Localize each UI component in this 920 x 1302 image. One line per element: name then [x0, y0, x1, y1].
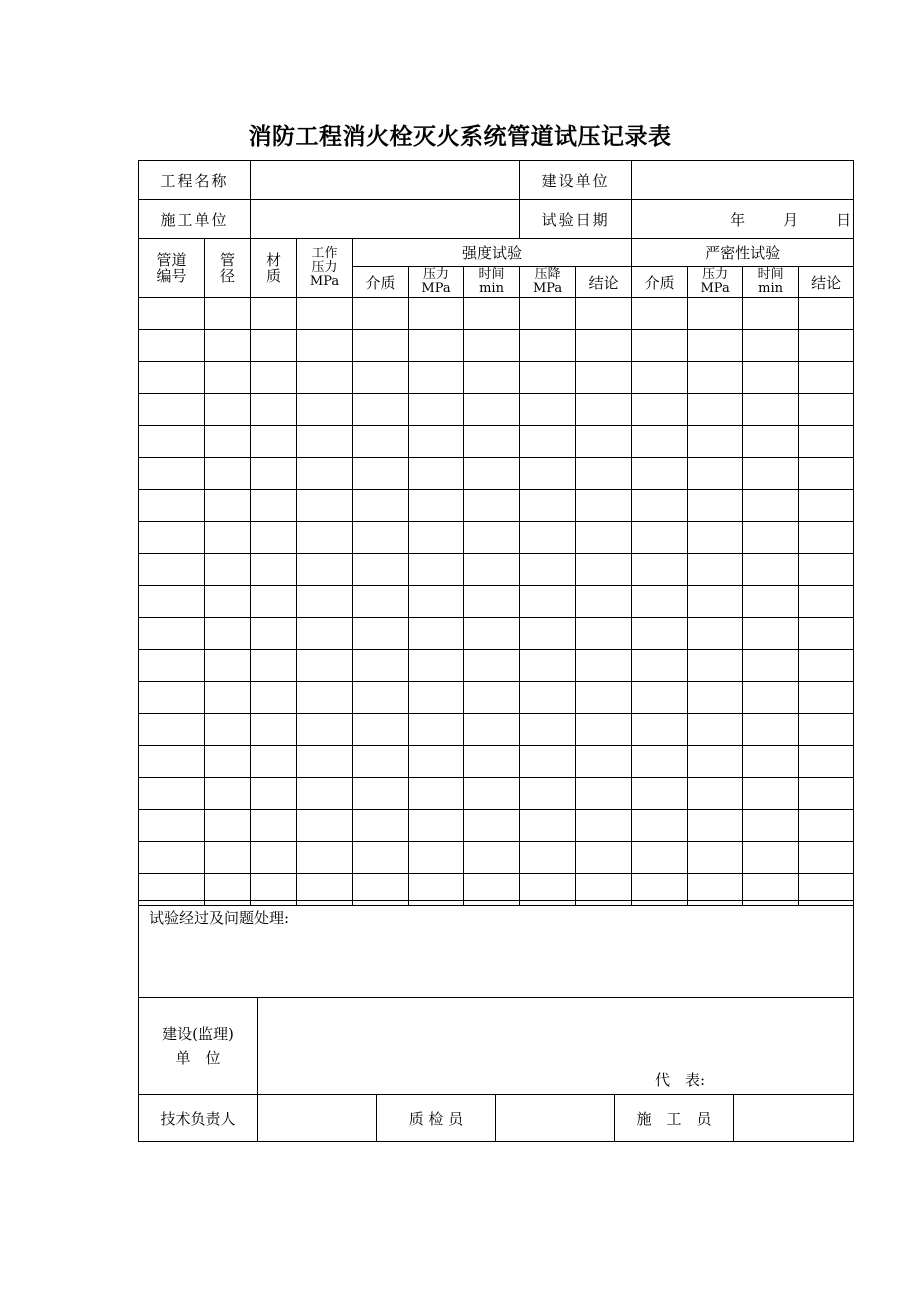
- data-cell[interactable]: [688, 714, 743, 746]
- data-cell[interactable]: [251, 490, 297, 522]
- strength-medium: 介质: [353, 267, 409, 298]
- data-cell[interactable]: [632, 458, 688, 490]
- strength-pressure-drop: 压降 MPa: [520, 267, 576, 298]
- data-cell[interactable]: [251, 554, 297, 586]
- test-date-label: 试验日期: [520, 200, 632, 239]
- data-cell[interactable]: [520, 330, 576, 362]
- supervision-unit-label: 建设(监理) 单 位: [139, 998, 258, 1095]
- data-cell[interactable]: [464, 586, 520, 618]
- data-cell[interactable]: [576, 458, 632, 490]
- page-title: 消防工程消火栓灭火系统管道试压记录表: [248, 124, 672, 150]
- data-cell[interactable]: [743, 682, 799, 714]
- strength-test-header: 强度试验: [353, 239, 632, 267]
- data-cell[interactable]: [409, 490, 464, 522]
- data-cell[interactable]: [464, 650, 520, 682]
- data-cell[interactable]: [464, 714, 520, 746]
- data-cell[interactable]: [688, 394, 743, 426]
- data-cell[interactable]: [464, 522, 520, 554]
- data-cell[interactable]: [297, 714, 353, 746]
- data-cell[interactable]: [576, 650, 632, 682]
- worker-signature[interactable]: [734, 1095, 854, 1142]
- data-cell[interactable]: [353, 426, 409, 458]
- data-cell[interactable]: [409, 554, 464, 586]
- data-cell[interactable]: [409, 714, 464, 746]
- data-cell[interactable]: [464, 810, 520, 842]
- data-cell[interactable]: [688, 330, 743, 362]
- data-cell[interactable]: [520, 426, 576, 458]
- project-name-value[interactable]: [251, 161, 520, 200]
- data-cell[interactable]: [799, 810, 854, 842]
- data-cell[interactable]: [297, 810, 353, 842]
- data-cell[interactable]: [251, 586, 297, 618]
- data-cell[interactable]: [743, 394, 799, 426]
- col-pipe-dia: 管 径: [205, 239, 251, 298]
- data-cell[interactable]: [409, 330, 464, 362]
- date-month: 月: [783, 210, 799, 229]
- data-cell[interactable]: [464, 330, 520, 362]
- data-cell[interactable]: [251, 458, 297, 490]
- data-cell[interactable]: [688, 746, 743, 778]
- data-cell[interactable]: [353, 554, 409, 586]
- tightness-pressure: 压力 MPa: [688, 267, 743, 298]
- representative-label: 代 表:: [654, 1071, 706, 1089]
- data-cell[interactable]: [743, 522, 799, 554]
- data-cell[interactable]: [353, 842, 409, 874]
- data-cell[interactable]: [297, 426, 353, 458]
- data-cell[interactable]: [353, 458, 409, 490]
- col-pipe-no: 管道 编号: [139, 239, 205, 298]
- table-row: [139, 458, 854, 490]
- data-cell[interactable]: [251, 394, 297, 426]
- data-cell[interactable]: [353, 650, 409, 682]
- data-cell[interactable]: [409, 458, 464, 490]
- data-cell[interactable]: [353, 490, 409, 522]
- data-cell[interactable]: [139, 650, 205, 682]
- tightness-time: 时间 min: [743, 267, 799, 298]
- data-cell[interactable]: [799, 394, 854, 426]
- tightness-conclusion: 结论: [799, 267, 854, 298]
- data-cell[interactable]: [251, 714, 297, 746]
- data-cell[interactable]: [251, 842, 297, 874]
- data-cell[interactable]: [205, 810, 251, 842]
- data-cell[interactable]: [688, 842, 743, 874]
- data-cell[interactable]: [520, 842, 576, 874]
- data-cell[interactable]: [632, 330, 688, 362]
- data-cell[interactable]: [576, 682, 632, 714]
- data-cell[interactable]: [576, 586, 632, 618]
- data-cell[interactable]: [139, 746, 205, 778]
- data-cell[interactable]: [251, 522, 297, 554]
- data-cell[interactable]: [688, 426, 743, 458]
- data-cell[interactable]: [353, 682, 409, 714]
- data-cell[interactable]: [576, 522, 632, 554]
- data-cell[interactable]: [139, 394, 205, 426]
- data-cell[interactable]: [520, 394, 576, 426]
- data-cell[interactable]: [799, 618, 854, 650]
- tech-lead-label: 技术负责人: [139, 1095, 258, 1142]
- data-cell[interactable]: [353, 778, 409, 810]
- table-row: [139, 586, 854, 618]
- data-cell[interactable]: [409, 362, 464, 394]
- supervision-unit-value[interactable]: [258, 998, 854, 1095]
- data-cell[interactable]: [743, 810, 799, 842]
- data-cell[interactable]: [743, 650, 799, 682]
- data-cell[interactable]: [464, 778, 520, 810]
- data-cell[interactable]: [409, 586, 464, 618]
- data-cell[interactable]: [632, 682, 688, 714]
- data-cell[interactable]: [205, 650, 251, 682]
- data-cell[interactable]: [251, 298, 297, 330]
- data-cell[interactable]: [576, 394, 632, 426]
- data-cell[interactable]: [464, 490, 520, 522]
- data-cell[interactable]: [297, 650, 353, 682]
- data-cell[interactable]: [576, 810, 632, 842]
- data-cell[interactable]: [139, 618, 205, 650]
- data-cell[interactable]: [353, 362, 409, 394]
- data-cell[interactable]: [520, 778, 576, 810]
- data-cell[interactable]: [688, 490, 743, 522]
- data-cell[interactable]: [632, 490, 688, 522]
- data-cell[interactable]: [353, 810, 409, 842]
- table-row: [139, 490, 854, 522]
- data-cell[interactable]: [409, 618, 464, 650]
- data-cell[interactable]: [799, 330, 854, 362]
- data-cell[interactable]: [297, 394, 353, 426]
- data-cell[interactable]: [576, 490, 632, 522]
- data-cell[interactable]: [353, 394, 409, 426]
- data-cell[interactable]: [799, 554, 854, 586]
- data-cell[interactable]: [799, 362, 854, 394]
- data-cell[interactable]: [139, 714, 205, 746]
- date-day: 日: [836, 210, 852, 229]
- data-cell[interactable]: [688, 554, 743, 586]
- data-cell[interactable]: [464, 426, 520, 458]
- data-cell[interactable]: [139, 458, 205, 490]
- data-cell[interactable]: [139, 842, 205, 874]
- data-cell[interactable]: [743, 586, 799, 618]
- tightness-test-header: 严密性试验: [632, 239, 854, 267]
- data-cell[interactable]: [205, 618, 251, 650]
- data-cell[interactable]: [297, 522, 353, 554]
- data-cell[interactable]: [139, 362, 205, 394]
- data-cell[interactable]: [251, 426, 297, 458]
- strength-conclusion: 结论: [576, 267, 632, 298]
- data-cell[interactable]: [464, 394, 520, 426]
- data-cell[interactable]: [576, 330, 632, 362]
- data-cell[interactable]: [743, 490, 799, 522]
- test-date-value[interactable]: [632, 200, 854, 239]
- data-cell[interactable]: [520, 522, 576, 554]
- data-cell[interactable]: [297, 586, 353, 618]
- data-cell[interactable]: [576, 714, 632, 746]
- data-cell[interactable]: [576, 778, 632, 810]
- build-unit-label: 建设单位: [520, 161, 632, 200]
- data-cell[interactable]: [576, 554, 632, 586]
- data-cell[interactable]: [464, 842, 520, 874]
- data-cell[interactable]: [251, 778, 297, 810]
- table-row: [139, 842, 854, 874]
- data-cell[interactable]: [632, 394, 688, 426]
- data-cell[interactable]: [205, 554, 251, 586]
- data-cell[interactable]: [632, 714, 688, 746]
- data-cell[interactable]: [297, 682, 353, 714]
- data-cell[interactable]: [353, 330, 409, 362]
- data-cell[interactable]: [205, 330, 251, 362]
- data-cell[interactable]: [353, 618, 409, 650]
- data-cell[interactable]: [576, 746, 632, 778]
- data-cell[interactable]: [205, 426, 251, 458]
- data-cell[interactable]: [297, 330, 353, 362]
- tech-lead-signature[interactable]: [258, 1095, 377, 1142]
- data-cell[interactable]: [688, 810, 743, 842]
- data-cell[interactable]: [353, 714, 409, 746]
- data-cell[interactable]: [743, 618, 799, 650]
- data-cell[interactable]: [799, 522, 854, 554]
- data-cell[interactable]: [688, 650, 743, 682]
- data-cell[interactable]: [520, 362, 576, 394]
- table-row: [139, 330, 854, 362]
- data-cell[interactable]: [688, 618, 743, 650]
- data-cell[interactable]: [409, 650, 464, 682]
- table-row: [139, 810, 854, 842]
- data-cell[interactable]: [205, 746, 251, 778]
- data-cell[interactable]: [464, 362, 520, 394]
- data-cell[interactable]: [576, 426, 632, 458]
- data-cell[interactable]: [297, 298, 353, 330]
- data-cell[interactable]: [632, 650, 688, 682]
- data-cell[interactable]: [409, 746, 464, 778]
- data-cell[interactable]: [409, 842, 464, 874]
- data-cell[interactable]: [520, 490, 576, 522]
- data-cell[interactable]: [251, 650, 297, 682]
- data-cell[interactable]: [576, 298, 632, 330]
- construction-unit-value[interactable]: [251, 200, 520, 239]
- table-row: [139, 618, 854, 650]
- data-cell[interactable]: [799, 682, 854, 714]
- data-cell[interactable]: [297, 490, 353, 522]
- data-cell[interactable]: [205, 522, 251, 554]
- data-cell[interactable]: [297, 458, 353, 490]
- data-cell[interactable]: [799, 650, 854, 682]
- table-row: [139, 778, 854, 810]
- data-cell[interactable]: [743, 778, 799, 810]
- data-cell[interactable]: [688, 298, 743, 330]
- data-cell[interactable]: [743, 746, 799, 778]
- tightness-medium: 介质: [632, 267, 688, 298]
- data-cell[interactable]: [576, 362, 632, 394]
- data-cell[interactable]: [520, 682, 576, 714]
- data-cell[interactable]: [139, 298, 205, 330]
- table-row: [139, 714, 854, 746]
- table-row: [139, 298, 854, 330]
- data-cell[interactable]: [632, 426, 688, 458]
- data-cell[interactable]: [632, 554, 688, 586]
- data-cell[interactable]: [297, 746, 353, 778]
- table-row: [139, 554, 854, 586]
- strength-time: 时间 min: [464, 267, 520, 298]
- data-cell[interactable]: [520, 746, 576, 778]
- data-cell[interactable]: [520, 554, 576, 586]
- data-cell[interactable]: [688, 778, 743, 810]
- data-cell[interactable]: [139, 554, 205, 586]
- inspector-label: 质 检 员: [377, 1095, 496, 1142]
- data-cell[interactable]: [688, 586, 743, 618]
- data-cell[interactable]: [799, 778, 854, 810]
- data-cell[interactable]: [632, 842, 688, 874]
- data-cell[interactable]: [205, 714, 251, 746]
- data-cell[interactable]: [799, 426, 854, 458]
- inspector-signature[interactable]: [496, 1095, 615, 1142]
- data-cell[interactable]: [632, 618, 688, 650]
- data-cell[interactable]: [688, 522, 743, 554]
- data-rows: [139, 298, 854, 906]
- build-unit-value[interactable]: [632, 161, 854, 200]
- data-cell[interactable]: [353, 746, 409, 778]
- data-cell[interactable]: [632, 746, 688, 778]
- data-cell[interactable]: [743, 330, 799, 362]
- data-cell[interactable]: [251, 746, 297, 778]
- table-row: [139, 362, 854, 394]
- data-cell[interactable]: [743, 426, 799, 458]
- data-cell[interactable]: [799, 490, 854, 522]
- project-name-label: 工程名称: [139, 161, 251, 200]
- data-cell[interactable]: [799, 586, 854, 618]
- data-cell[interactable]: [799, 746, 854, 778]
- data-cell[interactable]: [297, 554, 353, 586]
- col-work-pressure: 工作 压力 MPa: [297, 239, 353, 298]
- data-cell[interactable]: [464, 746, 520, 778]
- data-cell[interactable]: [632, 362, 688, 394]
- data-cell[interactable]: [139, 682, 205, 714]
- data-cell[interactable]: [632, 522, 688, 554]
- test-record-table: [138, 160, 854, 906]
- data-cell[interactable]: [409, 682, 464, 714]
- data-cell[interactable]: [576, 842, 632, 874]
- data-cell[interactable]: [464, 554, 520, 586]
- data-cell[interactable]: [297, 362, 353, 394]
- data-cell[interactable]: [205, 490, 251, 522]
- data-cell[interactable]: [139, 522, 205, 554]
- data-cell[interactable]: [464, 682, 520, 714]
- data-cell[interactable]: [205, 458, 251, 490]
- table-row: [139, 394, 854, 426]
- data-cell[interactable]: [139, 490, 205, 522]
- data-cell[interactable]: [743, 298, 799, 330]
- data-cell[interactable]: [688, 362, 743, 394]
- data-cell[interactable]: [632, 778, 688, 810]
- data-cell[interactable]: [251, 682, 297, 714]
- signature-table: [138, 900, 854, 1142]
- data-cell[interactable]: [409, 810, 464, 842]
- data-cell[interactable]: [251, 810, 297, 842]
- data-cell[interactable]: [632, 298, 688, 330]
- data-cell[interactable]: [743, 554, 799, 586]
- data-cell[interactable]: [205, 298, 251, 330]
- data-cell[interactable]: [520, 714, 576, 746]
- data-cell[interactable]: [409, 394, 464, 426]
- table-row: [139, 426, 854, 458]
- data-cell[interactable]: [464, 298, 520, 330]
- data-cell[interactable]: [353, 522, 409, 554]
- data-cell[interactable]: [520, 650, 576, 682]
- date-year: 年: [730, 210, 746, 229]
- col-material: 材 质: [251, 239, 297, 298]
- data-cell[interactable]: [205, 362, 251, 394]
- data-cell[interactable]: [297, 842, 353, 874]
- data-cell[interactable]: [139, 330, 205, 362]
- data-cell[interactable]: [799, 842, 854, 874]
- strength-pressure: 压力 MPa: [409, 267, 464, 298]
- data-cell[interactable]: [353, 586, 409, 618]
- table-row: [139, 650, 854, 682]
- data-cell[interactable]: [139, 778, 205, 810]
- test-process-label: 试验经过及问题处理:: [149, 909, 290, 927]
- data-cell[interactable]: [409, 522, 464, 554]
- data-cell[interactable]: [464, 618, 520, 650]
- data-cell[interactable]: [520, 586, 576, 618]
- data-cell[interactable]: [743, 842, 799, 874]
- data-cell[interactable]: [205, 394, 251, 426]
- data-cell[interactable]: [409, 298, 464, 330]
- worker-label: 施 工 员: [615, 1095, 734, 1142]
- data-cell[interactable]: [743, 362, 799, 394]
- data-cell[interactable]: [799, 298, 854, 330]
- data-cell[interactable]: [799, 714, 854, 746]
- data-cell[interactable]: [297, 618, 353, 650]
- construction-unit-label: 施工单位: [139, 200, 251, 239]
- data-cell[interactable]: [251, 618, 297, 650]
- data-cell[interactable]: [520, 298, 576, 330]
- data-cell[interactable]: [688, 458, 743, 490]
- data-cell[interactable]: [139, 426, 205, 458]
- data-cell[interactable]: [743, 714, 799, 746]
- table-row: [139, 682, 854, 714]
- data-cell[interactable]: [520, 458, 576, 490]
- data-cell[interactable]: [520, 618, 576, 650]
- table-row: [139, 522, 854, 554]
- data-cell[interactable]: [688, 682, 743, 714]
- data-cell[interactable]: [205, 586, 251, 618]
- table-row: [139, 746, 854, 778]
- data-cell[interactable]: [464, 458, 520, 490]
- test-process-notes[interactable]: [139, 901, 854, 998]
- data-cell[interactable]: [632, 810, 688, 842]
- data-cell[interactable]: [520, 810, 576, 842]
- data-cell[interactable]: [353, 298, 409, 330]
- data-cell[interactable]: [205, 778, 251, 810]
- data-cell[interactable]: [799, 458, 854, 490]
- data-cell[interactable]: [409, 778, 464, 810]
- data-cell[interactable]: [251, 362, 297, 394]
- data-cell[interactable]: [139, 586, 205, 618]
- data-cell[interactable]: [251, 330, 297, 362]
- data-cell[interactable]: [297, 778, 353, 810]
- data-cell[interactable]: [576, 618, 632, 650]
- data-cell[interactable]: [205, 682, 251, 714]
- data-cell[interactable]: [743, 458, 799, 490]
- data-cell[interactable]: [205, 842, 251, 874]
- data-cell[interactable]: [409, 426, 464, 458]
- data-cell[interactable]: [139, 810, 205, 842]
- data-cell[interactable]: [632, 586, 688, 618]
